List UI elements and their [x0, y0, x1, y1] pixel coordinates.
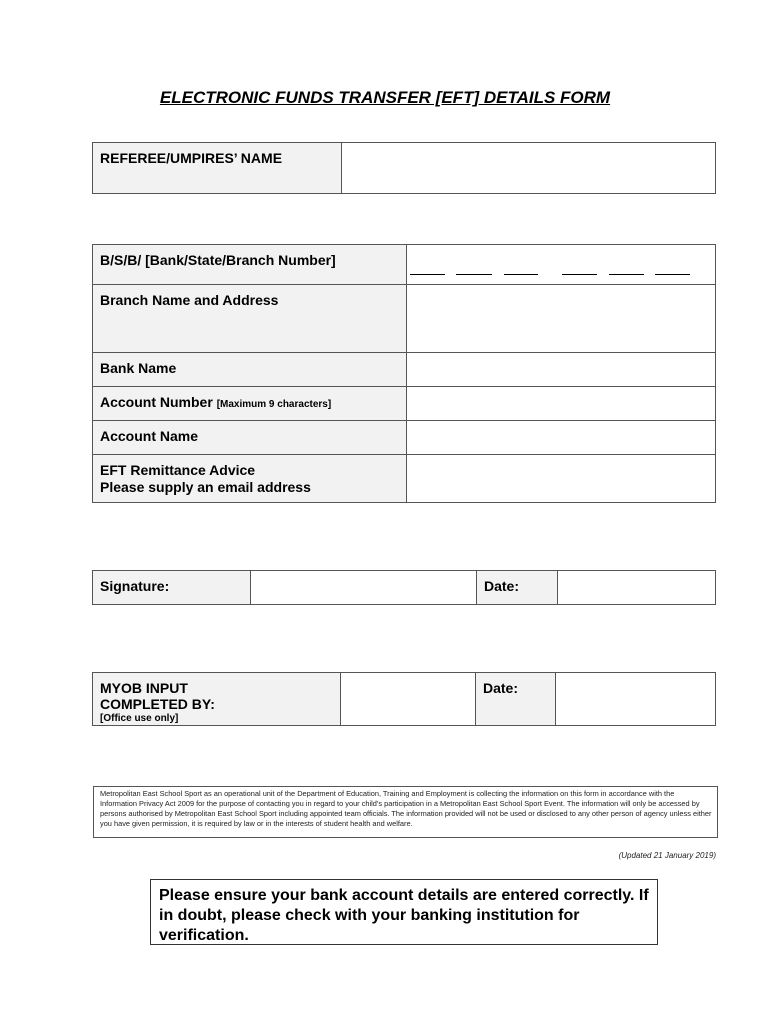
branch-label: Branch Name and Address [93, 285, 407, 353]
account-name-field[interactable] [407, 421, 716, 455]
bsb-blank-5 [609, 274, 644, 275]
signature-label: Signature: [93, 571, 251, 605]
remittance-label: EFT Remittance Advice [100, 462, 256, 478]
privacy-notice: Metropolitan East School Sport as an operational unit of the Department of Education, Training and Employment is collecting the information on this form in accordance with the Information Privacy Act 2009 for the purpose of contacting you in regard to your child’s participation in a Metropolitan East School Sport Event. The information will only be accessed by persons authorised by Metropolitan East School Sport including appointed team officials. The information provided will not be used or disclosed to any other person of agency unless either you have given permission, it is required by law or in the interests of student health and welfare. [93, 786, 718, 838]
myob-completed-by-field[interactable] [341, 673, 476, 726]
bsb-blank-3 [504, 274, 538, 275]
form-title: ELECTRONIC FUNDS TRANSFER [EFT] DETAILS FORM [159, 88, 611, 107]
signature-date-label: Date: [477, 571, 558, 605]
myob-label-line1: MYOB INPUT [100, 680, 188, 696]
office-use-note: [Office use only] [100, 713, 179, 724]
signature-table [92, 570, 716, 605]
signature-field[interactable] [251, 571, 477, 605]
bank-name-field[interactable] [407, 353, 716, 387]
myob-label-line2: COMPLETED BY: [100, 696, 215, 712]
myob-date-field[interactable] [556, 673, 716, 726]
myob-date-label: Date: [476, 673, 556, 726]
account-number-field[interactable] [407, 387, 716, 421]
signature-date-field[interactable] [558, 571, 716, 605]
bsb-label: B/S/B/ [Bank/State/Branch Number] [93, 245, 407, 285]
updated-note: (Updated 21 January 2019) [618, 851, 716, 860]
bsb-blank-1 [410, 274, 445, 275]
account-number-note: [Maximum 9 characters] [216, 399, 332, 410]
account-number-cell [93, 387, 407, 421]
myob-table [92, 672, 716, 726]
remittance-email-field[interactable] [407, 455, 716, 503]
branch-field[interactable] [407, 285, 716, 353]
remittance-cell [93, 455, 407, 503]
bsb-field[interactable] [407, 245, 716, 285]
referee-name-field[interactable] [342, 143, 716, 194]
remittance-instruction: Please supply an email address [100, 479, 311, 495]
bank-name-label: Bank Name [93, 353, 407, 387]
myob-label-cell [93, 673, 341, 726]
verification-notice: Please ensure your bank account details are entered correctly. If in doubt, please check with your banking institution for verification. [150, 879, 658, 945]
account-name-label: Account Name [93, 421, 407, 455]
bsb-blank-6 [655, 274, 690, 275]
referee-table [92, 142, 716, 194]
referee-name-label: REFEREE/UMPIRES’ NAME [93, 143, 342, 194]
bank-details-table [92, 244, 716, 503]
bsb-blank-4 [562, 274, 597, 275]
account-number-label: Account Number [100, 394, 213, 410]
bsb-blank-2 [456, 274, 492, 275]
